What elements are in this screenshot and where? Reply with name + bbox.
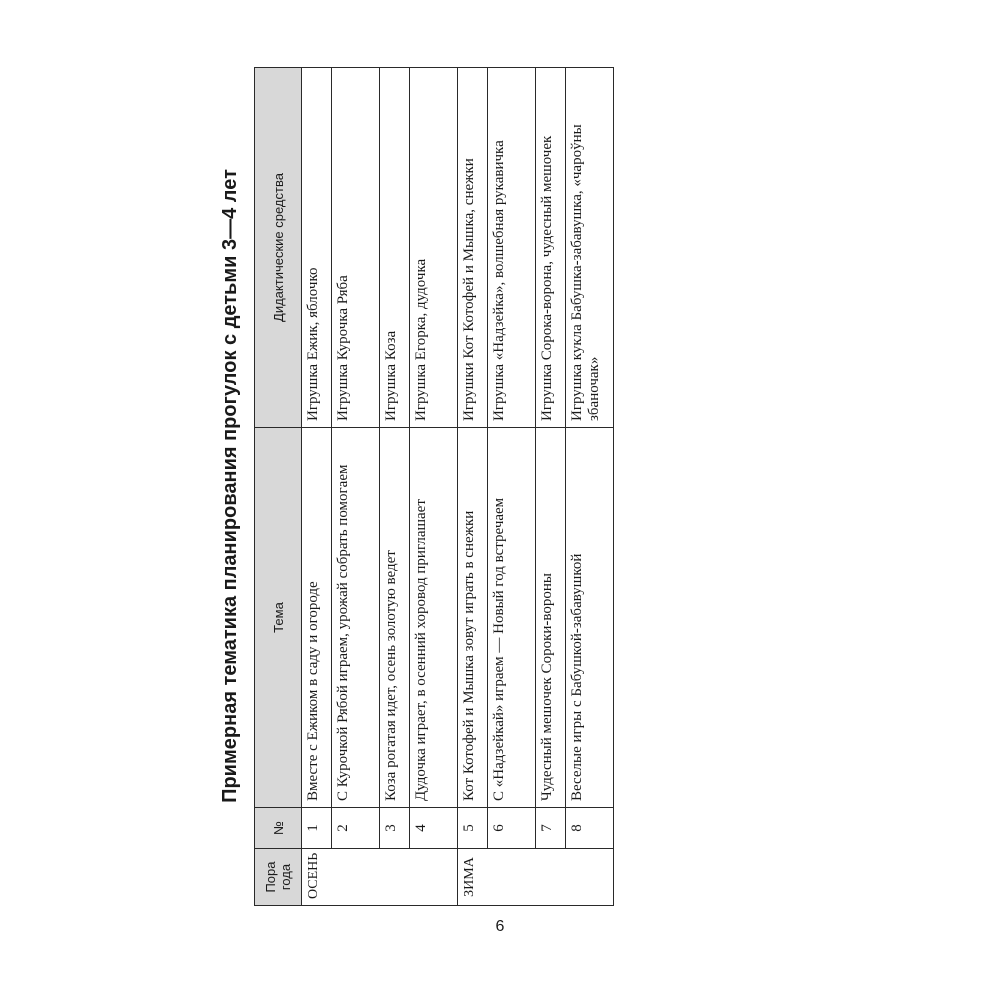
aids-cell: Игрушка Коза: [380, 68, 410, 428]
aids-cell: Игрушка Егорка, дудочка: [410, 68, 458, 428]
season-cell: [566, 849, 614, 906]
number-cell: 6: [488, 808, 536, 849]
season-cell: ОСЕНЬ: [302, 849, 332, 906]
number-cell: 8: [566, 808, 614, 849]
table-row: [488, 68, 536, 906]
table-row: [410, 68, 458, 906]
aids-cell: Игрушка Ежик, яблочко: [302, 68, 332, 428]
page-title: Примерная тематика планирования прогулок с детьми 3—4 лет: [219, 169, 241, 803]
number-cell: 2: [332, 808, 380, 849]
season-cell: ЗИМА: [458, 849, 488, 906]
aids-cell: Игрушка Сорока-ворона, чудесный мешочек: [536, 68, 566, 428]
table-row: [566, 68, 614, 906]
theme-cell: С «Надзейкай» играем — Новый год встречаем: [488, 428, 536, 808]
season-cell: [488, 849, 536, 906]
season-cell: [536, 849, 566, 906]
table-header-row: [255, 68, 302, 906]
theme-cell: Чудесный мешочек Сороки-вороны: [536, 428, 566, 808]
page-number: 6: [495, 918, 505, 935]
number-cell: 5: [458, 808, 488, 849]
aids-cell: Игрушка Курочка Ряба: [332, 68, 380, 428]
number-cell: 1: [302, 808, 332, 849]
aids-cell: Игрушка кукла Бабушка-забавушка, «чароўны збаночак»: [566, 68, 614, 428]
table-row: [302, 68, 332, 906]
header-theme: Тема: [255, 428, 302, 808]
season-cell: [332, 849, 380, 906]
theme-cell: Веселые игры с Бабушкой-забавушкой: [566, 428, 614, 808]
theme-cell: С Курочкой Рябой играем, урожай собрать помогаем: [332, 428, 380, 808]
header-aids: Дидактические средства: [255, 68, 302, 428]
table-row: [536, 68, 566, 906]
aids-cell: Игрушка «Надзейка», волшебная рукавичка: [488, 68, 536, 428]
planning-table: [254, 67, 614, 906]
theme-cell: Коза рогатая идет, осень золотую ведет: [380, 428, 410, 808]
aids-cell: Игрушки Кот Котофей и Мышка, снежки: [458, 68, 488, 428]
number-cell: 7: [536, 808, 566, 849]
season-cell: [380, 849, 410, 906]
table-row: [380, 68, 410, 906]
header-season: Пора года: [255, 849, 302, 906]
theme-cell: Дудочка играет, в осенний хоровод приглашает: [410, 428, 458, 808]
number-cell: 3: [380, 808, 410, 849]
table-row: [458, 68, 488, 906]
number-cell: 4: [410, 808, 458, 849]
table-row: [332, 68, 380, 906]
season-cell: [410, 849, 458, 906]
header-number: №: [255, 808, 302, 849]
theme-cell: Вместе с Ежиком в саду и огороде: [302, 428, 332, 808]
rotated-page-content: [212, 66, 662, 906]
theme-cell: Кот Котофей и Мышка зовут играть в снежки: [458, 428, 488, 808]
